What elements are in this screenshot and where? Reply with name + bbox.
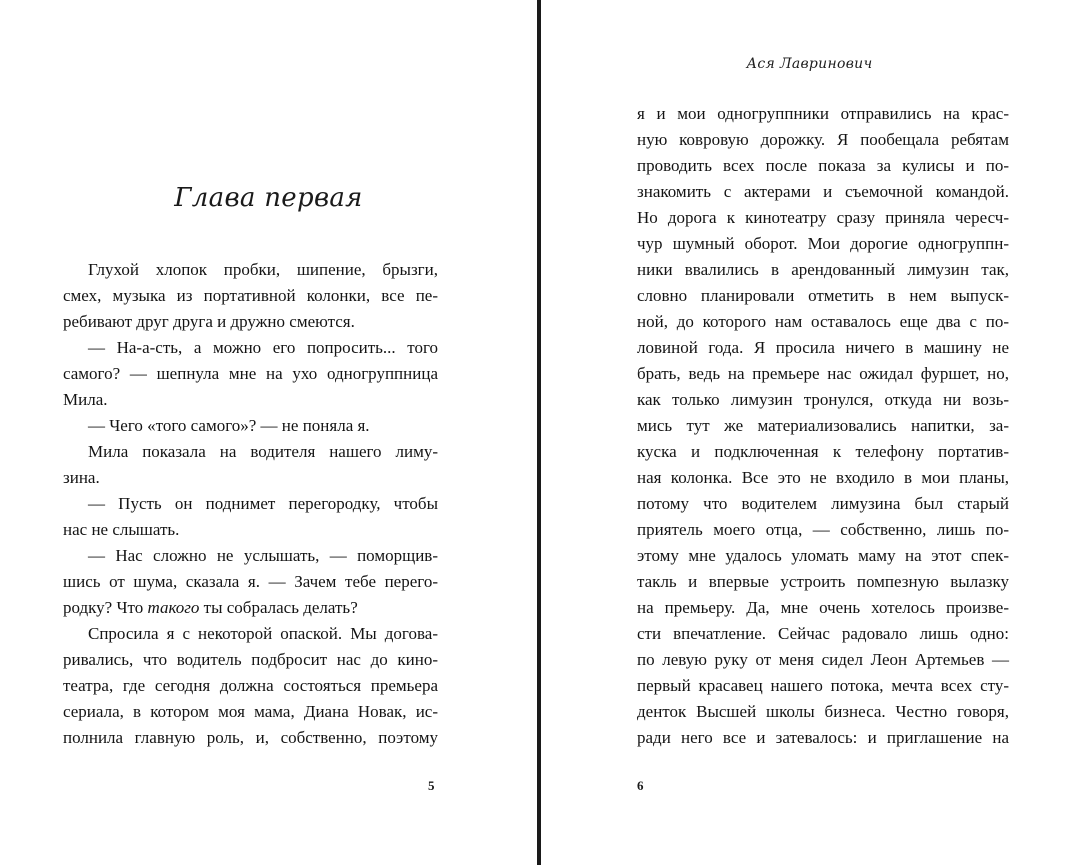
- text-line: знакомить с актерами и съемочной командой.: [637, 182, 1009, 201]
- text-line: на премьеру. Да, мне очень хотелось произве-: [637, 598, 1009, 617]
- text-line: мись тут же материализовались напитки, за-: [637, 416, 1009, 435]
- left-page: [0, 0, 537, 865]
- text-line: шись от шума, сказала я. — Зачем тебе перего-: [63, 572, 438, 591]
- text-line: самого? — шепнула мне на ухо одногруппница: [63, 364, 438, 383]
- text-line: театра, где сегодня должна состояться премьера: [63, 676, 438, 695]
- text-line: денток Высшей школы бизнеса. Честно говоря,: [637, 702, 1009, 721]
- running-head-author: Ася Лавринович: [746, 56, 873, 72]
- text-line: ребивают друг друга и дружно смеются.: [63, 312, 355, 331]
- text-line: — Пусть он поднимет перегородку, чтобы: [88, 494, 438, 513]
- right-page: [541, 0, 1078, 865]
- text-line: Мила.: [63, 390, 108, 409]
- text-line: словно планировали отметить в нем выпуск-: [637, 286, 1009, 305]
- text-line: чур шумный оборот. Мои дорогие одногруппн-: [637, 234, 1009, 253]
- text-line: — Нас сложно не услышать, — поморщив-: [88, 546, 438, 565]
- text-line: куска и подключенная к телефону портатив-: [637, 442, 1009, 461]
- text-line: я и мои одногруппники отправились на крас-: [637, 104, 1009, 123]
- chapter-title: Глава первая: [174, 183, 363, 213]
- text-line: этому мне удалось уломать маму на этот спек-: [637, 546, 1009, 565]
- text-line: полнила главную роль, и, собственно, поэтому: [63, 728, 438, 747]
- text-line: проводить всех после показа за кулисы и по-: [637, 156, 1009, 175]
- text-line: сти впечатление. Сейчас радовало лишь одно:: [637, 624, 1009, 643]
- text-line: ради него все и затевалось: и приглашение на: [637, 728, 1009, 747]
- text-line: ники ввалились в арендованный лимузин так,: [637, 260, 1009, 279]
- text-line: первый красавец нашего потока, мечта всех сту-: [637, 676, 1009, 695]
- text-line: нас не слышать.: [63, 520, 180, 539]
- text-line: ловиной года. Я просила ничего в машину не: [637, 338, 1009, 357]
- right-page-text: [637, 101, 1009, 751]
- italic-emphasis: такого: [147, 598, 200, 617]
- text-line: по левую руку от меня сидел Леон Артемьев —: [637, 650, 1009, 669]
- text-line: приятель моего отца, — собственно, лишь по-: [637, 520, 1009, 539]
- text-line: смех, музыка из портативной колонки, все пе-: [63, 286, 438, 305]
- text-line: — На-а-сть, а можно его попросить... того: [88, 338, 438, 357]
- page-number-right: 6: [637, 778, 644, 793]
- text-line: Мила показала на водителя нашего лиму-: [88, 442, 438, 461]
- text-line: как только лимузин тронулся, откуда ни возь-: [637, 390, 1009, 409]
- text-line: зина.: [63, 468, 100, 487]
- text-line: ной, до которого нам оставалось еще два с по-: [637, 312, 1009, 331]
- text-line: такль и впервые устроить помпезную вылазку: [637, 572, 1009, 591]
- text-line: брать, ведь на премьере нас ожидал фуршет, но,: [637, 364, 1009, 383]
- text-line: потому что водителем лимузина был старый: [637, 494, 1009, 513]
- text-line: ривались, что водитель подбросит нас до кино-: [63, 650, 438, 669]
- text-line: Но дорога к кинотеатру сразу приняла чересч-: [637, 208, 1009, 227]
- left-page-text: [63, 257, 438, 751]
- text-line: Спросила я с некоторой опаской. Мы догова-: [88, 624, 438, 643]
- page-number-left: 5: [428, 778, 435, 793]
- text-line: ную ковровую дорожку. Я пообещала ребятам: [637, 130, 1009, 149]
- text-segment: ты собралась делать?: [199, 598, 358, 617]
- text-line: сериала, в котором моя мама, Диана Новак, ис-: [63, 702, 438, 721]
- text-line: ная колонка. Все это не входило в мои планы,: [637, 468, 1009, 487]
- text-segment: родку? Что: [63, 598, 148, 617]
- text-line: Глухой хлопок пробки, шипение, брызги,: [88, 260, 438, 279]
- text-line: — Чего «того самого»? — не поняла я.: [88, 416, 370, 435]
- text-line-mixed: [63, 595, 438, 621]
